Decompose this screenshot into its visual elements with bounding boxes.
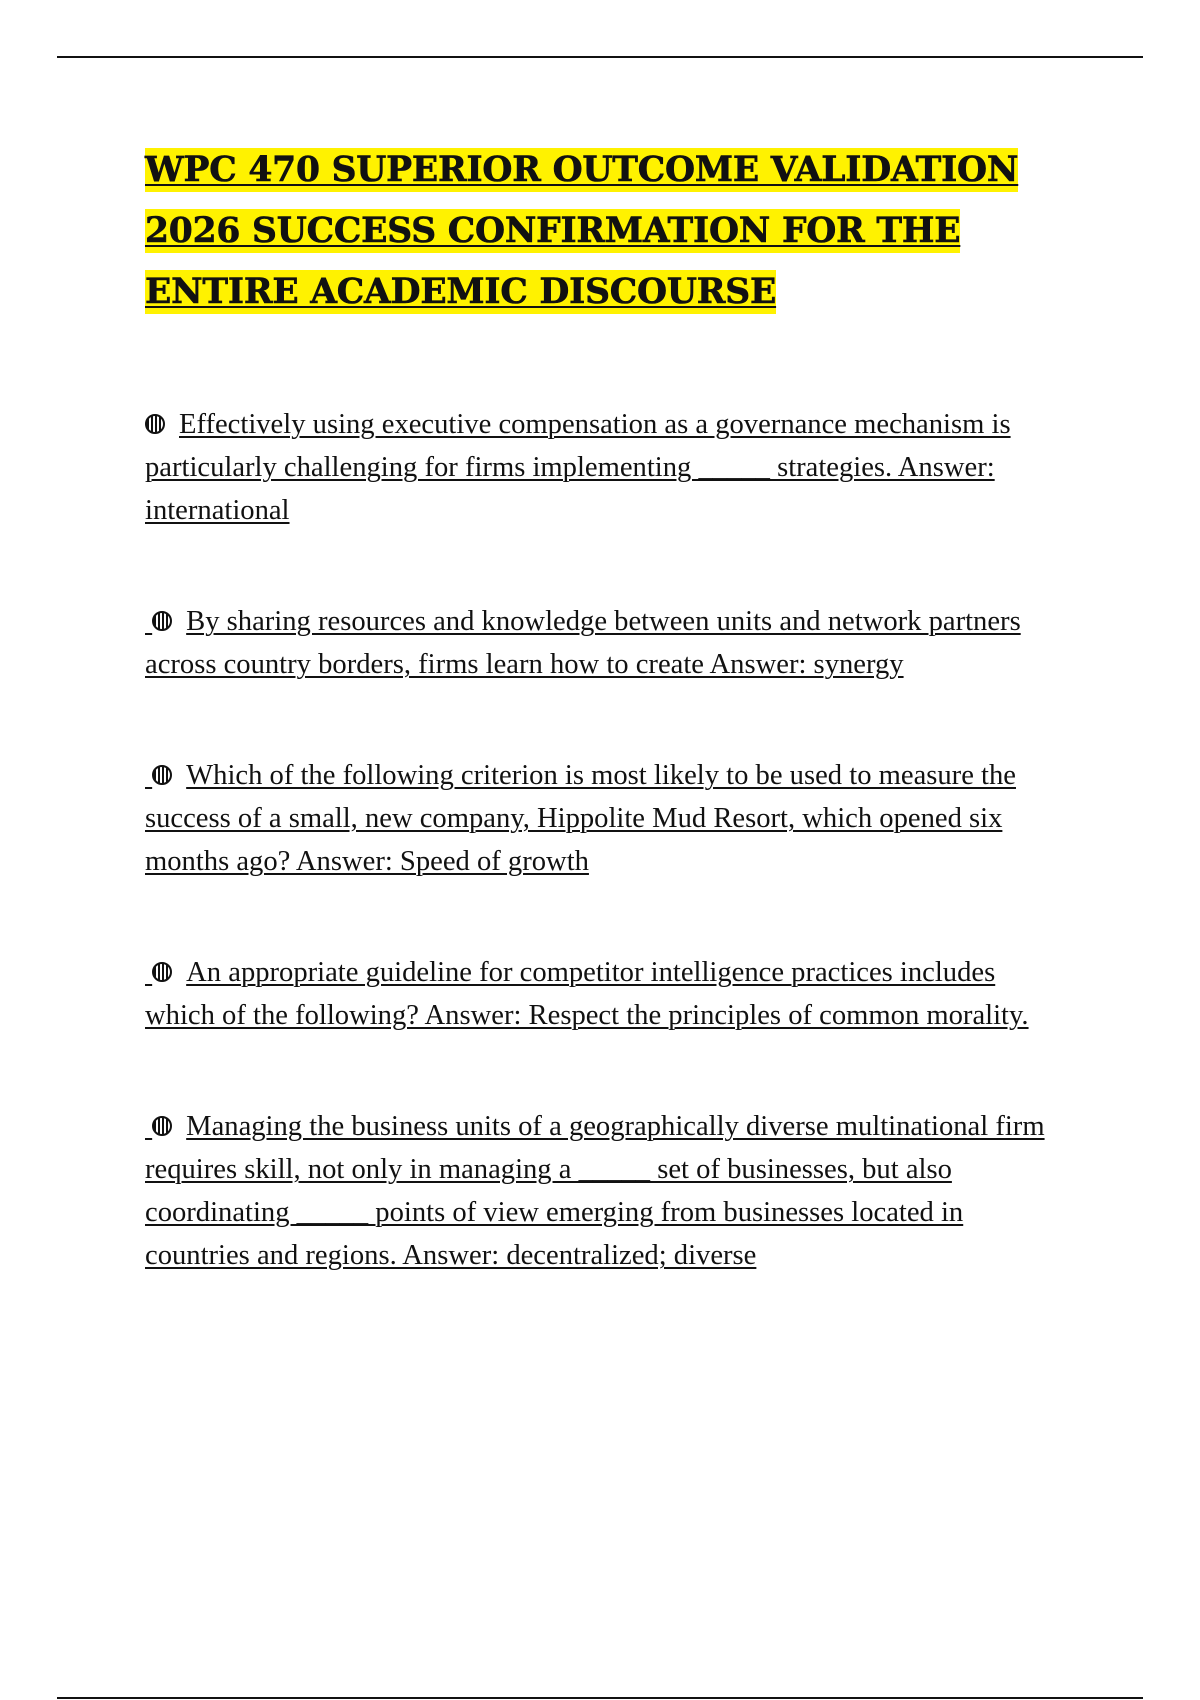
question-item: [145, 1105, 1065, 1277]
striped-circle-bullet-icon: [152, 962, 172, 982]
striped-circle-bullet-icon: [152, 611, 172, 631]
question-text: Effectively using executive compensation as a governance mechanism is particularly challenging for firms implementing _____ strategies. Answer: international: [145, 409, 1011, 526]
document-title: [145, 140, 1065, 323]
question-item: [145, 403, 1065, 532]
question-text: An appropriate guideline for competitor intelligence practices includes which of the following? Answer: Respect the principles of common morality.: [145, 957, 1029, 1031]
top-rule: [57, 56, 1143, 58]
striped-circle-bullet-icon: [152, 1116, 172, 1136]
striped-circle-bullet-icon: [152, 765, 172, 785]
question-item: [145, 754, 1065, 883]
question-text: Which of the following criterion is most likely to be used to measure the success of a small, new company, Hippolite Mud Resort, which opened six months ago? Answer: Speed of growth: [145, 760, 1016, 877]
striped-circle-bullet-icon: [145, 414, 165, 434]
question-text: Managing the business units of a geographically diverse multinational firm requires skill, not only in managing a _____ set of businesses, but also coordinating _____ points of view emerging from businesses located in countries and regions. Answer: decentralized; diverse: [145, 1111, 1045, 1271]
question-item: [145, 600, 1065, 686]
question-item: [145, 951, 1065, 1037]
question-list: [145, 403, 1065, 1277]
title-highlight: WPC 470 SUPERIOR OUTCOME VALIDATION 2026 SUCCESS CONFIRMATION FOR THE ENTIRE ACADEMIC DISCOURSE: [145, 150, 1019, 312]
document-page: [145, 140, 1065, 1345]
bottom-rule: [57, 1697, 1143, 1699]
question-text: By sharing resources and knowledge between units and network partners across country borders, firms learn how to create Answer: synergy: [145, 606, 1021, 680]
